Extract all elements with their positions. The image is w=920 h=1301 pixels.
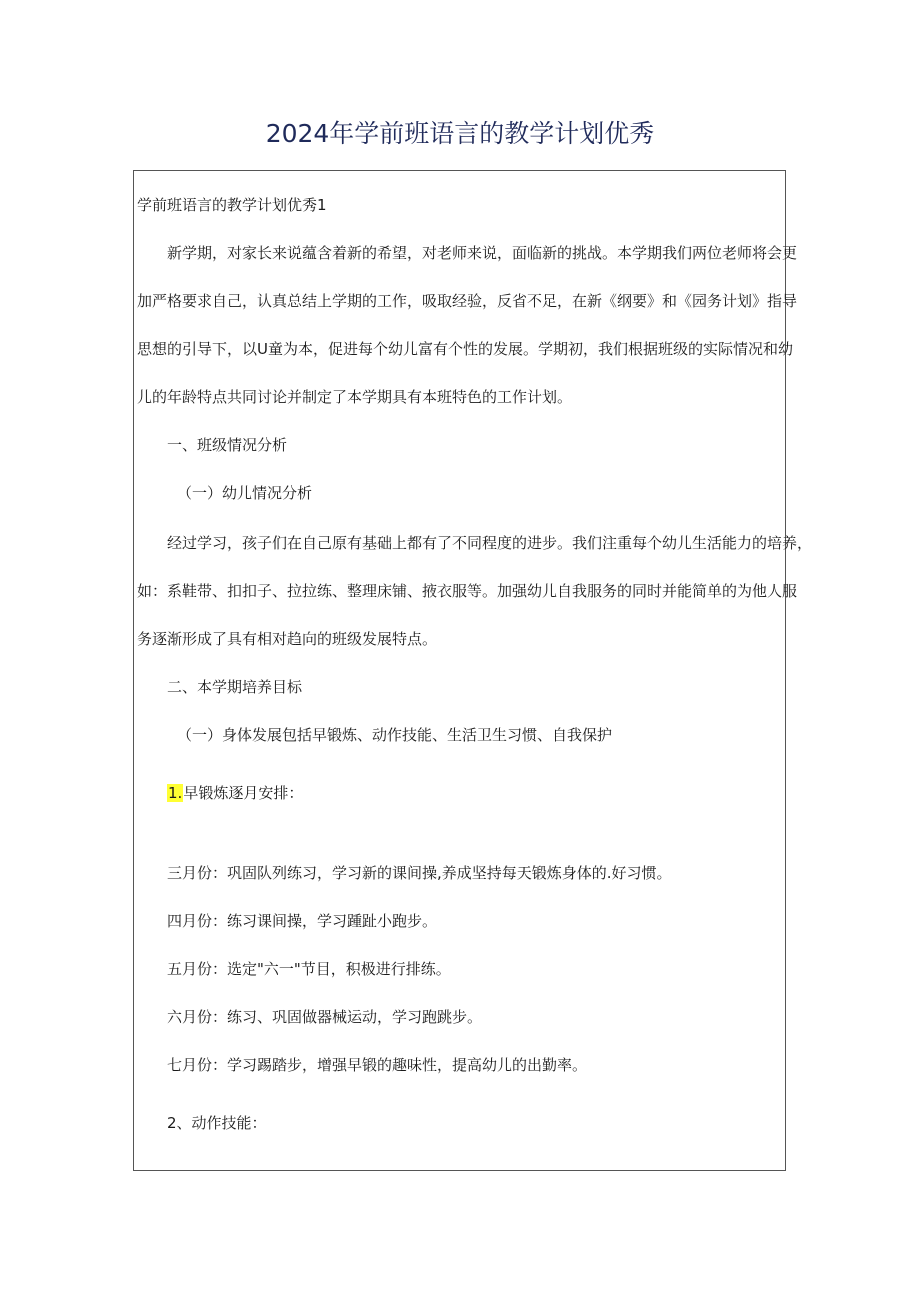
list-item: 六月份：练习、巩固做器械运动，学习跑跳步。 bbox=[167, 1008, 483, 1026]
paragraph-line: 务逐渐形成了具有相对趋向的班级发展特点。 bbox=[137, 630, 438, 648]
paragraph-line: 经过学习，孩子们在自己原有基础上都有了不同程度的进步。我们注重每个幼儿生活能力的培养， bbox=[167, 534, 813, 552]
paragraph-line: 如：系鞋带、扣扣子、拉拉练、整理床铺、掖衣服等。加强幼儿自我服务的同时并能简单的为他人服 bbox=[137, 582, 798, 600]
heading-goals: 二、本学期培养目标 bbox=[167, 678, 303, 696]
list-heading-motor-skills: 2、动作技能： bbox=[167, 1114, 267, 1132]
list-item: 三月份：巩固队列练习，学习新的课间操,养成坚持每天锻炼身体的.好习惯。 bbox=[167, 864, 672, 882]
list-heading-morning-exercise bbox=[167, 782, 303, 804]
highlight-marker: 1. bbox=[168, 784, 183, 802]
list-item: 七月份：学习踢踏步，增强早锻的趣味性，提高幼儿的出勤率。 bbox=[167, 1056, 588, 1074]
list-heading-text: 早锻炼逐月安排： bbox=[183, 784, 304, 802]
paragraph-line: 思想的引导下，以U童为本，促进每个幼儿富有个性的发展。学期初，我们根据班级的实际情况和幼 bbox=[137, 340, 793, 358]
paragraph-line: 儿的年龄特点共同讨论并制定了本学期具有本班特色的工作计划。 bbox=[137, 388, 573, 406]
document-title: 2024年学前班语言的教学计划优秀 bbox=[265, 119, 655, 148]
subheading-child-analysis: （一）幼儿情况分析 bbox=[177, 484, 313, 502]
heading-class-analysis: 一、班级情况分析 bbox=[167, 436, 288, 454]
section-heading: 学前班语言的教学计划优秀1 bbox=[137, 196, 327, 214]
paragraph-line: 加严格要求自己，认真总结上学期的工作，吸取经验，反省不足，在新《纲要》和《园务计划》指导 bbox=[137, 292, 798, 310]
subheading-physical: （一）身体发展包括早锻炼、动作技能、生活卫生习惯、自我保护 bbox=[177, 726, 613, 744]
list-item: 四月份：练习课间操，学习踵趾小跑步。 bbox=[167, 912, 438, 930]
list-item: 五月份：选定"六一"节目，积极进行排练。 bbox=[167, 960, 451, 978]
paragraph-line: 新学期，对家长来说蕴含着新的希望，对老师来说，面临新的挑战。本学期我们两位老师将会更 bbox=[167, 244, 798, 262]
